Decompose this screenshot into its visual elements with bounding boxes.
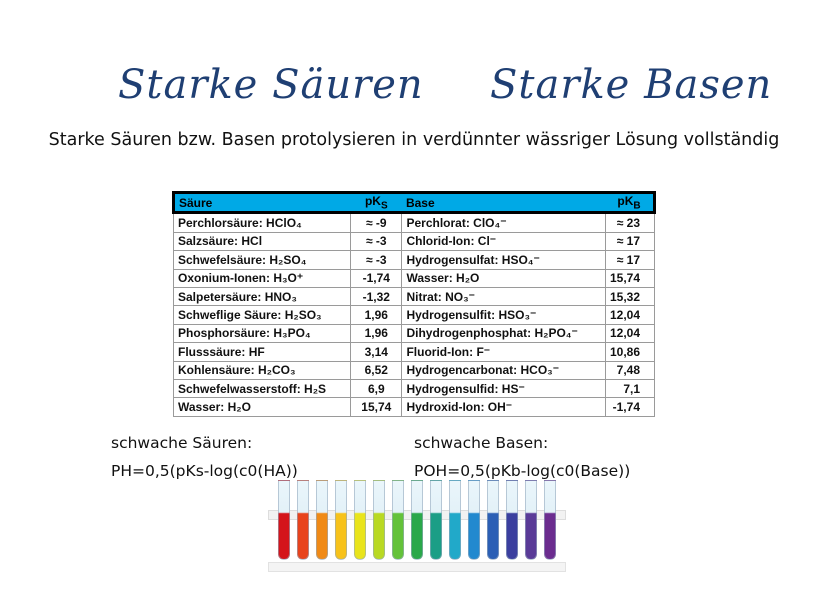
cell-pkb: 10,86	[605, 343, 654, 361]
cell-base: Wasser: H₂O	[402, 269, 605, 287]
cell-base: Perchlorat: ClO₄⁻	[402, 213, 605, 232]
weak-bases-formula: POH=0,5(pKb-log(c0(Base))	[414, 462, 631, 480]
cell-base: Hydrogensulfid: HS⁻	[402, 379, 605, 397]
table-row	[174, 361, 655, 379]
table-row	[174, 379, 655, 397]
cell-pks: ≈ -9	[351, 213, 402, 232]
cell-pkb: ≈ 23	[605, 213, 654, 232]
rack-base	[268, 562, 566, 572]
test-tube	[468, 480, 480, 560]
cell-pkb: ≈ 17	[605, 232, 654, 250]
cell-acid: Flusssäure: HF	[174, 343, 351, 361]
cell-pkb: 15,32	[605, 287, 654, 305]
table-row	[174, 287, 655, 305]
cell-acid: Phosphorsäure: H₃PO₄	[174, 324, 351, 342]
test-tube	[487, 480, 499, 560]
cell-acid: Schwefelwasserstoff: H₂S	[174, 379, 351, 397]
cell-pks: ≈ -3	[351, 232, 402, 250]
test-tube	[354, 480, 366, 560]
test-tube	[278, 480, 290, 560]
cell-pks: 15,74	[351, 398, 402, 416]
cell-pkb: ≈ 17	[605, 251, 654, 269]
cell-acid: Kohlensäure: H₂CO₃	[174, 361, 351, 379]
ph-test-tube-rack	[268, 480, 564, 572]
test-tube	[430, 480, 442, 560]
header-pks-sub: S	[380, 200, 388, 212]
test-tube	[392, 480, 404, 560]
header-pkb: $pK_B$	[605, 193, 654, 213]
cell-acid: Wasser: H₂O	[174, 398, 351, 416]
header-pkb-sub: B	[633, 200, 641, 212]
cell-pks: -1,32	[351, 287, 402, 305]
pk-table	[172, 191, 656, 417]
table-row	[174, 251, 655, 269]
weak-acids-label: schwache Säuren:	[111, 434, 253, 452]
test-tube	[373, 480, 385, 560]
cell-pks: 3,14	[351, 343, 402, 361]
test-tube	[449, 480, 461, 560]
table-row	[174, 213, 655, 232]
cell-pks: 6,9	[351, 379, 402, 397]
cell-acid: Salzsäure: HCl	[174, 232, 351, 250]
cell-pkb: 7,1	[605, 379, 654, 397]
table-body	[174, 213, 655, 416]
cell-acid: Schweflige Säure: H₂SO₃	[174, 306, 351, 324]
cell-acid: Oxonium-Ionen: H₃O⁺	[174, 269, 351, 287]
cell-base: Fluorid-Ion: F⁻	[402, 343, 605, 361]
table-row	[174, 232, 655, 250]
header-base: Base	[402, 193, 605, 213]
cell-acid: Perchlorsäure: HClO₄	[174, 213, 351, 232]
weak-acids-formula: PH=0,5(pKs-log(c0(HA))	[111, 462, 298, 480]
cell-base: Dihydrogenphosphat: H₂PO₄⁻	[402, 324, 605, 342]
cell-pkb: -1,74	[605, 398, 654, 416]
cell-acid: Salpetersäure: HNO₃	[174, 287, 351, 305]
table-row	[174, 269, 655, 287]
weak-bases-label: schwache Basen:	[414, 434, 549, 452]
header-acid: Säure	[174, 193, 351, 213]
intro-text: Starke Säuren bzw. Basen protolysieren in verdünnter wässriger Lösung vollständig	[48, 130, 780, 150]
cell-base: Hydrogensulfit: HSO₃⁻	[402, 306, 605, 324]
table-row	[174, 306, 655, 324]
table-row	[174, 398, 655, 416]
test-tube	[411, 480, 423, 560]
test-tube	[525, 480, 537, 560]
cell-acid: Schwefelsäure: H₂SO₄	[174, 251, 351, 269]
cell-pks: 1,96	[351, 324, 402, 342]
cell-pkb: 15,74	[605, 269, 654, 287]
cell-base: Hydrogensulfat: HSO₄⁻	[402, 251, 605, 269]
table-row	[174, 343, 655, 361]
test-tube	[316, 480, 328, 560]
cell-base: Chlorid-Ion: Cl⁻	[402, 232, 605, 250]
test-tube	[544, 480, 556, 560]
table-row	[174, 324, 655, 342]
heading-strong-bases: Starke Basen	[490, 62, 773, 108]
cell-pks: ≈ -3	[351, 251, 402, 269]
cell-pks: -1,74	[351, 269, 402, 287]
cell-pkb: 12,04	[605, 324, 654, 342]
table-header-row	[174, 193, 655, 213]
cell-base: Nitrat: NO₃⁻	[402, 287, 605, 305]
cell-pks: 6,52	[351, 361, 402, 379]
test-tube	[506, 480, 518, 560]
cell-pkb: 12,04	[605, 306, 654, 324]
cell-base: Hydroxid-Ion: OH⁻	[402, 398, 605, 416]
header-pks: $pK_S$	[351, 193, 402, 213]
test-tube	[297, 480, 309, 560]
cell-pks: 1,96	[351, 306, 402, 324]
heading-strong-acids: Starke Säuren	[118, 62, 424, 108]
cell-base: Hydrogencarbonat: HCO₃⁻	[402, 361, 605, 379]
cell-pkb: 7,48	[605, 361, 654, 379]
test-tube	[335, 480, 347, 560]
